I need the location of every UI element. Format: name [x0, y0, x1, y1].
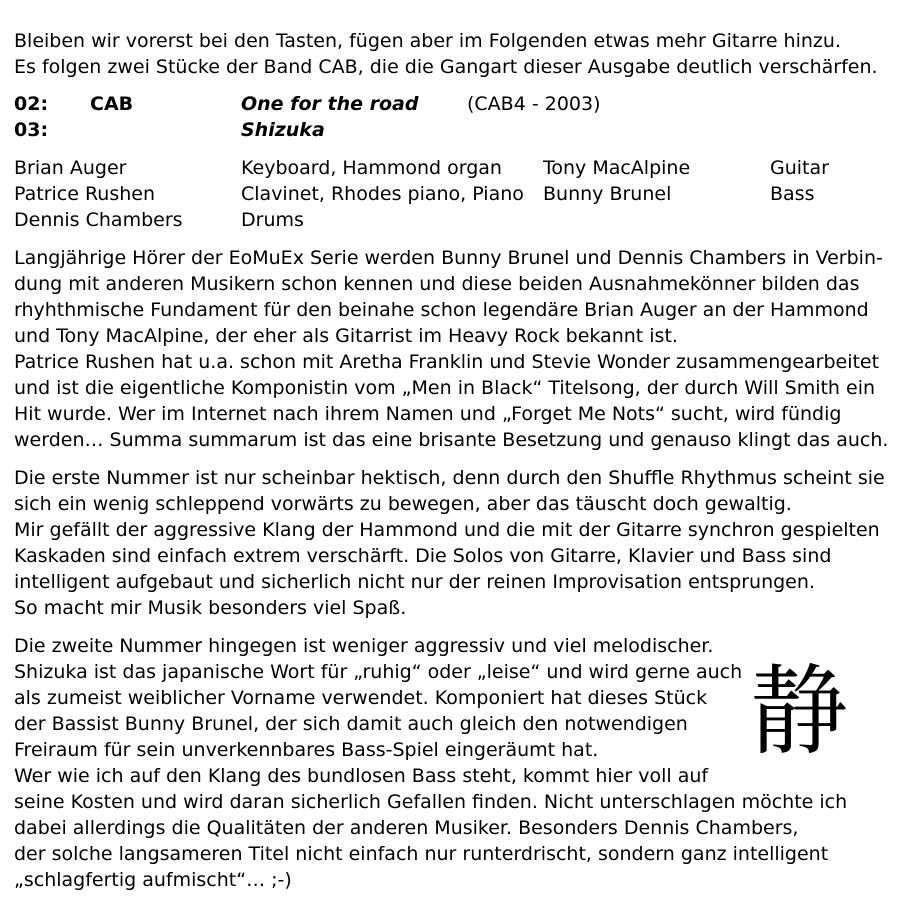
paragraph-line: Hit wurde. Wer im Internet nach ihrem Namen und „Forget Me Nots“ sucht, wird fündig — [14, 403, 842, 425]
musician-instrument: Keyboard, Hammond organ — [241, 157, 502, 179]
track-number: 03: — [14, 119, 49, 141]
musician-instrument: Guitar — [770, 157, 829, 179]
track-title: One for the road — [241, 93, 419, 115]
paragraph-line: Wer wie ich auf den Klang des bundlosen Bass steht, kommt hier voll auf — [14, 765, 709, 787]
musician-row — [14, 155, 894, 181]
paragraph-line: intelligent aufgebaut und sicherlich nicht nur der reinen Improvisation entsprungen. — [14, 571, 815, 593]
track-row — [14, 91, 894, 117]
paragraph-line: und Tony MacAlpine, der eher als Gitarrist im Heavy Rock bekannt ist. — [14, 325, 678, 347]
musician-row — [14, 207, 894, 233]
musician-row — [14, 181, 894, 207]
musician-name: Brian Auger — [14, 157, 127, 179]
paragraph-line: sich ein wenig schleppend vorwärts zu bewegen, aber das täuscht doch gewaltig. — [14, 493, 792, 515]
paragraph-line: Kaskaden sind einfach extrem verschärft. Die Solos von Gitarre, Klavier und Bass sind — [14, 545, 832, 567]
shizuka-kanji: 静 — [750, 655, 849, 769]
paragraph-line: als zumeist weiblicher Vorname verwendet. Komponiert hat dieses Stück — [14, 687, 708, 709]
paragraph-line: rhyhthmische Fundament für den beinahe schon legendäre Brian Auger an der Hammond — [14, 299, 869, 321]
paragraph-line: und ist die eigentliche Komponistin vom „Men in Black“ Titelsong, der durch Will Smith ein — [14, 377, 876, 399]
intro-line: Es folgen zwei Stücke der Band CAB, die die Gangart dieser Ausgabe deutlich verschärfen. — [14, 56, 878, 78]
paragraph-line: Patrice Rushen hat u.a. schon mit Aretha Franklin und Stevie Wonder zusammengearbeitet — [14, 351, 880, 373]
musician-name: Tony MacAlpine — [543, 157, 691, 179]
paragraph-line: werden… Summa summarum ist das eine brisante Besetzung und genauso klingt das auch. — [14, 429, 889, 451]
paragraph-line: der Bassist Bunny Brunel, der sich damit auch gleich den notwendigen — [14, 713, 688, 735]
musician-instrument: Drums — [241, 209, 304, 231]
track-row — [14, 117, 894, 143]
track-album: (CAB4 - 2003) — [467, 93, 601, 115]
paragraph-line: Freiraum für sein unverkennbares Bass-Spiel eingeräumt hat. — [14, 739, 599, 761]
musician-instrument: Bass — [770, 183, 815, 205]
paragraph-line: Shizuka ist das japanische Wort für „ruhig“ oder „leise“ und wird gerne auch — [14, 661, 743, 683]
track-band: CAB — [90, 93, 134, 115]
paragraph-line: Die erste Nummer ist nur scheinbar hektisch, denn durch den Shuffle Rhythmus scheint sie — [14, 467, 885, 489]
intro-line: Bleiben wir vorerst bei den Tasten, fügen aber im Folgenden etwas mehr Gitarre hinzu. — [14, 30, 841, 52]
paragraph-line: seine Kosten und wird daran sicherlich Gefallen finden. Nicht unterschlagen möchte ich — [14, 791, 848, 813]
paragraph-line: So macht mir Musik besonders viel Spaß. — [14, 597, 407, 619]
paragraph-line: Langjährige Hörer der EoMuEx Serie werden Bunny Brunel und Dennis Chambers in Verbin- — [14, 247, 883, 269]
paragraph-line: „schlagfertig aufmischt“… ;-) — [14, 869, 292, 891]
track-number: 02: — [14, 93, 49, 115]
paragraph-line: dung mit anderen Musikern schon kennen und diese beiden Ausnahmekönner bilden das — [14, 273, 860, 295]
musician-name: Patrice Rushen — [14, 183, 156, 205]
track-title: Shizuka — [241, 119, 325, 141]
musician-instrument: Clavinet, Rhodes piano, Piano — [241, 183, 524, 205]
paragraph-line: Mir gefällt der aggressive Klang der Hammond und die mit der Gitarre synchron gespielten — [14, 519, 880, 541]
musician-name: Dennis Chambers — [14, 209, 183, 231]
paragraph-line: der solche langsameren Titel nicht einfach nur runterdrischt, sondern ganz intelligent — [14, 843, 829, 865]
paragraph-line: Die zweite Nummer hingegen ist weniger aggressiv und viel melodischer. — [14, 635, 714, 657]
musician-name: Bunny Brunel — [543, 183, 672, 205]
paragraph-line: dabei allerdings die Qualitäten der anderen Musiker. Besonders Dennis Chambers, — [14, 817, 799, 839]
